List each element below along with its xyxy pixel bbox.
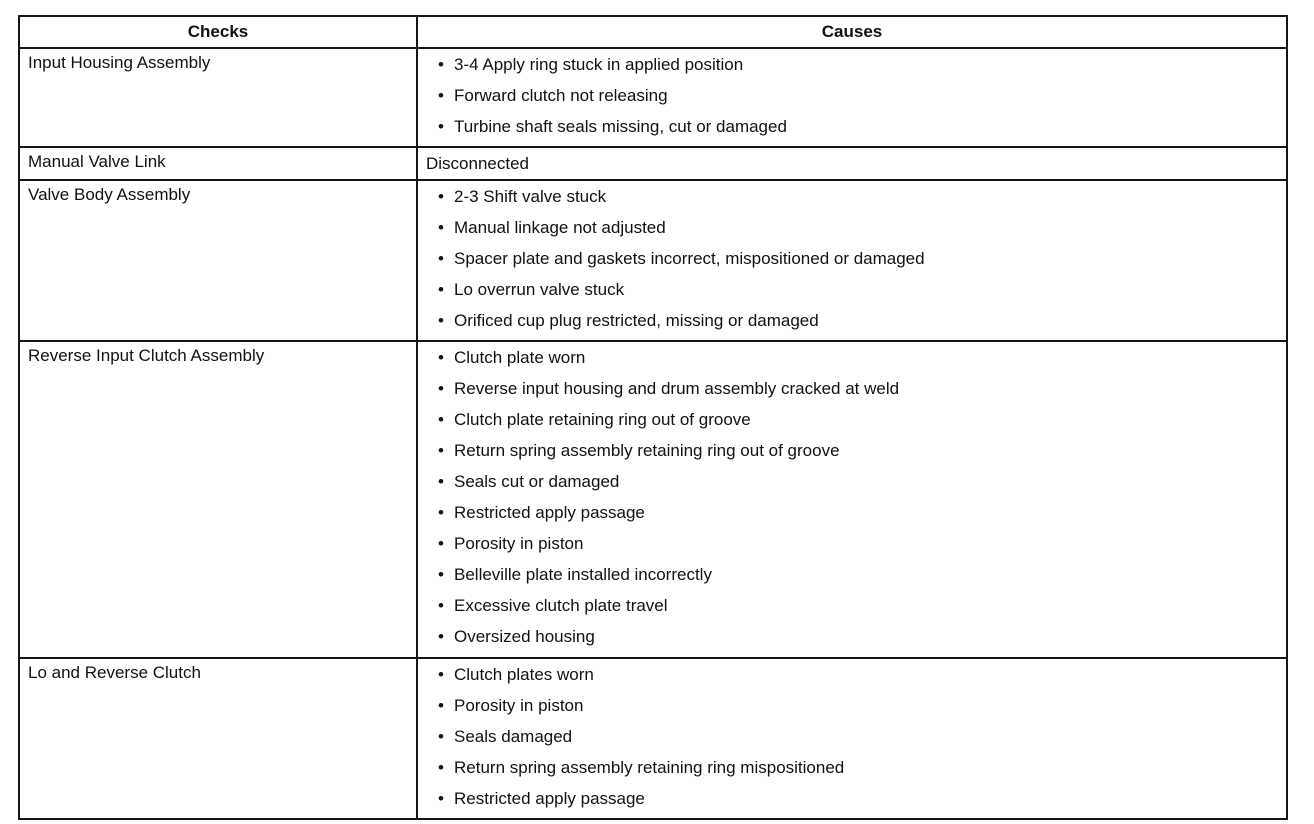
check-cell: Lo and Reverse Clutch — [19, 658, 417, 819]
cause-text: Excessive clutch plate travel — [454, 596, 668, 615]
bullet-icon: • — [438, 565, 444, 584]
cause-item — [432, 346, 1286, 377]
bullet-icon: • — [438, 311, 444, 330]
bullet-icon: • — [438, 727, 444, 746]
bullet-icon: • — [438, 627, 444, 646]
causes-list — [432, 663, 1286, 818]
check-cell: Manual Valve Link — [19, 147, 417, 180]
cause-text: 2-3 Shift valve stuck — [454, 187, 607, 206]
cause-text: Spacer plate and gaskets incorrect, mispositioned or damaged — [454, 249, 925, 268]
bullet-icon: • — [438, 596, 444, 615]
cause-text: Forward clutch not releasing — [454, 86, 668, 105]
bullet-icon: • — [438, 410, 444, 429]
check-cell: Input Housing Assembly — [19, 48, 417, 147]
cause-text: Turbine shaft seals missing, cut or damaged — [454, 117, 787, 136]
cause-item — [432, 439, 1286, 470]
causes-cell — [417, 180, 1287, 341]
cause-item — [432, 247, 1286, 278]
check-cell: Valve Body Assembly — [19, 180, 417, 341]
cause-text: Porosity in piston — [454, 696, 584, 715]
bullet-icon: • — [438, 472, 444, 491]
cause-text: Restricted apply passage — [454, 789, 645, 808]
cause-text: Disconnected — [426, 154, 530, 173]
cause-text: Clutch plate worn — [454, 348, 586, 367]
bullet-icon: • — [438, 280, 444, 299]
causes-cell — [417, 147, 1287, 180]
causes-cell — [417, 658, 1287, 819]
bullet-icon: • — [438, 55, 444, 74]
cause-item — [432, 115, 1286, 146]
cause-text: Reverse input housing and drum assembly cracked at weld — [454, 379, 900, 398]
cause-item — [432, 470, 1286, 501]
cause-item — [432, 501, 1286, 532]
cause-item — [432, 663, 1286, 694]
bullet-icon: • — [438, 665, 444, 684]
header-checks: Checks — [19, 16, 417, 48]
header-causes: Causes — [417, 16, 1287, 48]
bullet-icon: • — [438, 187, 444, 206]
cause-item — [432, 787, 1286, 818]
cause-item — [432, 625, 1286, 656]
cause-text: Belleville plate installed incorrectly — [454, 565, 712, 584]
cause-text: Restricted apply passage — [454, 503, 645, 522]
causes-list — [432, 185, 1286, 340]
bullet-icon: • — [438, 789, 444, 808]
cause-item — [432, 408, 1286, 439]
cause-item — [432, 532, 1286, 563]
cause-text: Return spring assembly retaining ring out of groove — [454, 441, 840, 460]
cause-item — [432, 594, 1286, 625]
causes-list — [432, 346, 1286, 656]
cause-item — [432, 278, 1286, 309]
table-header-row — [19, 16, 1287, 48]
bullet-icon: • — [438, 218, 444, 237]
cause-text: 3-4 Apply ring stuck in applied position — [454, 55, 744, 74]
cause-item — [432, 377, 1286, 408]
table-row — [19, 147, 1287, 180]
causes-cell — [417, 341, 1287, 658]
causes-cell — [417, 48, 1287, 147]
bullet-icon: • — [438, 503, 444, 522]
cause-text: Porosity in piston — [454, 534, 584, 553]
bullet-icon: • — [438, 758, 444, 777]
cause-item — [432, 216, 1286, 247]
cause-text: Clutch plate retaining ring out of groove — [454, 410, 751, 429]
cause-item — [432, 84, 1286, 115]
table-row — [19, 341, 1287, 658]
bullet-icon: • — [438, 86, 444, 105]
check-cell: Reverse Input Clutch Assembly — [19, 341, 417, 658]
cause-item — [432, 309, 1286, 340]
table-row — [19, 180, 1287, 341]
bullet-icon: • — [438, 696, 444, 715]
diagnosis-table-container — [18, 15, 1286, 820]
cause-text: Lo overrun valve stuck — [454, 280, 625, 299]
bullet-icon: • — [438, 441, 444, 460]
cause-text: Seals damaged — [454, 727, 573, 746]
cause-item — [432, 53, 1286, 84]
bullet-icon: • — [438, 534, 444, 553]
table-row — [19, 48, 1287, 147]
causes-list — [432, 53, 1286, 146]
cause-text: Orificed cup plug restricted, missing or damaged — [454, 311, 819, 330]
bullet-icon: • — [438, 249, 444, 268]
cause-item — [432, 725, 1286, 756]
cause-text: Manual linkage not adjusted — [454, 218, 666, 237]
bullet-icon: • — [438, 348, 444, 367]
table-row — [19, 658, 1287, 819]
cause-item — [432, 185, 1286, 216]
cause-item — [432, 563, 1286, 594]
cause-item — [432, 756, 1286, 787]
cause-item — [432, 694, 1286, 725]
cause-text: Seals cut or damaged — [454, 472, 620, 491]
bullet-icon: • — [438, 117, 444, 136]
bullet-icon: • — [438, 379, 444, 398]
cause-text: Clutch plates worn — [454, 665, 594, 684]
checks-causes-table — [18, 15, 1288, 820]
cause-text: Oversized housing — [454, 627, 595, 646]
cause-text: Return spring assembly retaining ring mispositioned — [454, 758, 845, 777]
